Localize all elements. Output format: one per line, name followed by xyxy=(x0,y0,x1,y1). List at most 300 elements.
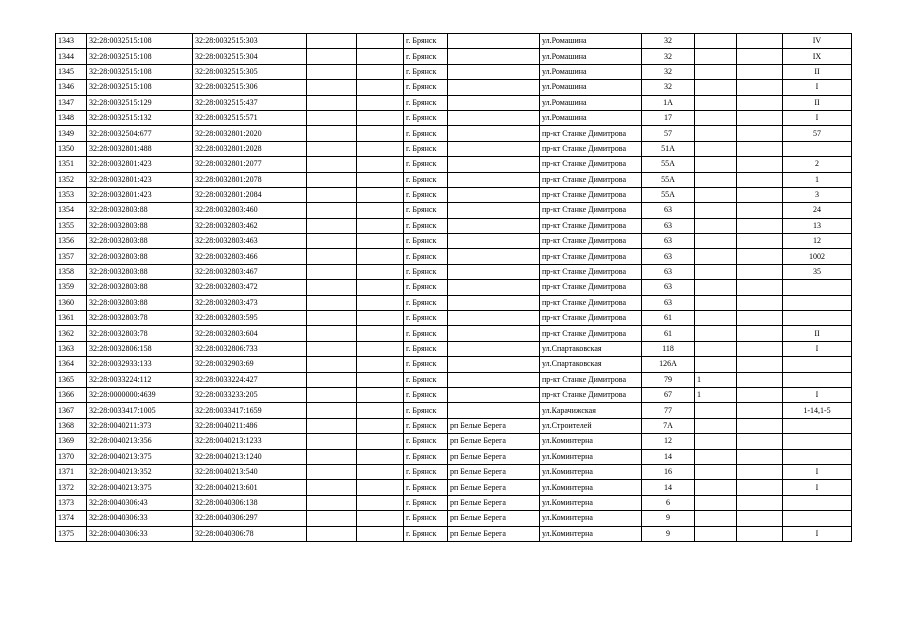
cell-row-number: 1350 xyxy=(56,141,87,156)
cell-blank-col-c xyxy=(737,387,783,402)
cell-row-number: 1355 xyxy=(56,218,87,233)
cell-object-cadastral-number: 32:28:0033224:427 xyxy=(193,372,307,387)
cell-object-cadastral-number: 32:28:0033233:205 xyxy=(193,387,307,402)
table-row xyxy=(56,495,852,510)
cell-house-number: 63 xyxy=(642,280,695,295)
cell-house-number: 79 xyxy=(642,372,695,387)
cell-parcel-cadastral-number: 32:28:0040213:375 xyxy=(87,449,193,464)
cell-blank-col-c xyxy=(737,418,783,433)
cell-row-number: 1375 xyxy=(56,526,87,541)
cell-blank-col-b xyxy=(357,64,404,79)
cell-city: г. Брянск xyxy=(404,64,448,79)
table-row xyxy=(56,141,852,156)
cell-building xyxy=(695,49,737,64)
table-row xyxy=(56,187,852,202)
cell-blank-col-a xyxy=(307,157,357,172)
cell-blank-col-b xyxy=(357,311,404,326)
cell-street: пр-кт Станке Димитрова xyxy=(540,172,642,187)
cell-parcel-cadastral-number: 32:28:0032515:132 xyxy=(87,110,193,125)
table-row xyxy=(56,418,852,433)
cell-settlement xyxy=(448,157,540,172)
cell-row-number: 1360 xyxy=(56,295,87,310)
cell-parcel-cadastral-number: 32:28:0032803:88 xyxy=(87,295,193,310)
cell-row-number: 1352 xyxy=(56,172,87,187)
cell-object-cadastral-number: 32:28:0032515:306 xyxy=(193,80,307,95)
cell-building xyxy=(695,495,737,510)
cell-city: г. Брянск xyxy=(404,403,448,418)
cell-row-number: 1365 xyxy=(56,372,87,387)
cell-blank-col-c xyxy=(737,249,783,264)
cell-house-number: 77 xyxy=(642,403,695,418)
cell-row-number: 1363 xyxy=(56,341,87,356)
cell-object-cadastral-number: 32:28:0032803:462 xyxy=(193,218,307,233)
cell-blank-col-b xyxy=(357,511,404,526)
cell-parcel-cadastral-number: 32:28:0032803:88 xyxy=(87,203,193,218)
cell-parcel-cadastral-number: 32:28:0032504:677 xyxy=(87,126,193,141)
cell-settlement: рп Белые Берега xyxy=(448,511,540,526)
cell-street: пр-кт Станке Димитрова xyxy=(540,218,642,233)
cell-blank-col-b xyxy=(357,234,404,249)
cell-building xyxy=(695,80,737,95)
table-row xyxy=(56,126,852,141)
cell-parcel-cadastral-number: 32:28:0032801:488 xyxy=(87,141,193,156)
cell-building xyxy=(695,403,737,418)
cell-street: ул.Карачижская xyxy=(540,403,642,418)
cell-blank-col-c xyxy=(737,95,783,110)
cell-building xyxy=(695,464,737,479)
cell-settlement: рп Белые Берега xyxy=(448,449,540,464)
cell-blank-col-c xyxy=(737,449,783,464)
cell-building xyxy=(695,295,737,310)
cell-premises: 13 xyxy=(783,218,852,233)
cell-premises: 57 xyxy=(783,126,852,141)
cell-premises: 3 xyxy=(783,187,852,202)
cell-building xyxy=(695,126,737,141)
cell-premises xyxy=(783,295,852,310)
cell-blank-col-a xyxy=(307,80,357,95)
cell-blank-col-c xyxy=(737,110,783,125)
cell-blank-col-b xyxy=(357,157,404,172)
cell-house-number: 7А xyxy=(642,418,695,433)
cell-object-cadastral-number: 32:28:0032903:69 xyxy=(193,357,307,372)
cell-premises: 35 xyxy=(783,264,852,279)
cell-blank-col-b xyxy=(357,172,404,187)
cell-premises xyxy=(783,511,852,526)
cell-object-cadastral-number: 32:28:0040213:601 xyxy=(193,480,307,495)
cell-city: г. Брянск xyxy=(404,172,448,187)
cell-house-number: 57 xyxy=(642,126,695,141)
cell-city: г. Брянск xyxy=(404,110,448,125)
cell-parcel-cadastral-number: 32:28:0032803:78 xyxy=(87,326,193,341)
cell-blank-col-a xyxy=(307,341,357,356)
cell-house-number: 55А xyxy=(642,187,695,202)
cell-building xyxy=(695,141,737,156)
cell-settlement xyxy=(448,95,540,110)
cell-blank-col-b xyxy=(357,403,404,418)
cell-row-number: 1366 xyxy=(56,387,87,402)
table-row xyxy=(56,526,852,541)
cell-blank-col-b xyxy=(357,187,404,202)
cell-building xyxy=(695,311,737,326)
cell-blank-col-c xyxy=(737,357,783,372)
cell-city: г. Брянск xyxy=(404,449,448,464)
cell-settlement: рп Белые Берега xyxy=(448,464,540,479)
cell-premises: II xyxy=(783,326,852,341)
cell-blank-col-a xyxy=(307,141,357,156)
cell-premises xyxy=(783,311,852,326)
cell-premises: 1 xyxy=(783,172,852,187)
cell-house-number: 67 xyxy=(642,387,695,402)
cell-street: пр-кт Станке Димитрова xyxy=(540,157,642,172)
cell-blank-col-a xyxy=(307,495,357,510)
cell-settlement xyxy=(448,387,540,402)
cell-blank-col-b xyxy=(357,526,404,541)
cell-building: 1 xyxy=(695,372,737,387)
cell-blank-col-b xyxy=(357,280,404,295)
cell-blank-col-a xyxy=(307,187,357,202)
cell-building xyxy=(695,203,737,218)
cell-row-number: 1364 xyxy=(56,357,87,372)
cell-row-number: 1373 xyxy=(56,495,87,510)
cell-row-number: 1371 xyxy=(56,464,87,479)
cell-street: ул.Коминтерна xyxy=(540,526,642,541)
cell-house-number: 32 xyxy=(642,49,695,64)
cell-settlement xyxy=(448,357,540,372)
cell-house-number: 63 xyxy=(642,234,695,249)
cell-blank-col-b xyxy=(357,95,404,110)
cell-city: г. Брянск xyxy=(404,218,448,233)
cell-parcel-cadastral-number: 32:28:0032803:88 xyxy=(87,280,193,295)
cell-blank-col-c xyxy=(737,341,783,356)
cell-blank-col-b xyxy=(357,141,404,156)
cell-premises: II xyxy=(783,95,852,110)
cell-blank-col-c xyxy=(737,157,783,172)
cell-row-number: 1359 xyxy=(56,280,87,295)
cell-premises: I xyxy=(783,480,852,495)
cell-parcel-cadastral-number: 32:28:0032801:423 xyxy=(87,157,193,172)
cell-row-number: 1348 xyxy=(56,110,87,125)
cell-city: г. Брянск xyxy=(404,264,448,279)
cell-settlement xyxy=(448,264,540,279)
table-row xyxy=(56,64,852,79)
table-row xyxy=(56,372,852,387)
cell-object-cadastral-number: 32:28:0032515:305 xyxy=(193,64,307,79)
cell-building xyxy=(695,187,737,202)
cell-city: г. Брянск xyxy=(404,234,448,249)
cell-blank-col-c xyxy=(737,126,783,141)
cell-settlement xyxy=(448,218,540,233)
cell-street: пр-кт Станке Димитрова xyxy=(540,203,642,218)
cell-street: ул.Ромашина xyxy=(540,95,642,110)
cell-object-cadastral-number: 32:28:0040213:1240 xyxy=(193,449,307,464)
cell-blank-col-c xyxy=(737,495,783,510)
cell-parcel-cadastral-number: 32:28:0032803:88 xyxy=(87,264,193,279)
cell-parcel-cadastral-number: 32:28:0040213:356 xyxy=(87,434,193,449)
cell-street: ул.Коминтерна xyxy=(540,434,642,449)
cell-object-cadastral-number: 32:28:0032803:463 xyxy=(193,234,307,249)
cell-settlement xyxy=(448,187,540,202)
cell-blank-col-a xyxy=(307,280,357,295)
cell-parcel-cadastral-number: 32:28:0032933:133 xyxy=(87,357,193,372)
cell-blank-col-a xyxy=(307,34,357,49)
table-row xyxy=(56,480,852,495)
cell-object-cadastral-number: 32:28:0032801:2020 xyxy=(193,126,307,141)
cell-street: ул.Ромашина xyxy=(540,80,642,95)
cell-building xyxy=(695,234,737,249)
cell-building xyxy=(695,434,737,449)
cell-city: г. Брянск xyxy=(404,141,448,156)
cell-city: г. Брянск xyxy=(404,295,448,310)
cell-row-number: 1343 xyxy=(56,34,87,49)
cell-blank-col-a xyxy=(307,449,357,464)
cell-premises: II xyxy=(783,64,852,79)
cell-object-cadastral-number: 32:28:0032806:733 xyxy=(193,341,307,356)
table-row xyxy=(56,464,852,479)
cell-street: ул.Коминтерна xyxy=(540,495,642,510)
cell-building xyxy=(695,64,737,79)
cell-city: г. Брянск xyxy=(404,311,448,326)
cell-row-number: 1353 xyxy=(56,187,87,202)
cell-blank-col-b xyxy=(357,418,404,433)
cell-blank-col-b xyxy=(357,464,404,479)
cell-street: ул.Ромашина xyxy=(540,49,642,64)
registry-table-body xyxy=(56,34,852,542)
cell-house-number: 55А xyxy=(642,172,695,187)
cell-parcel-cadastral-number: 32:28:0040306:33 xyxy=(87,511,193,526)
cell-building xyxy=(695,218,737,233)
cell-street: ул.Спартаковская xyxy=(540,357,642,372)
cell-blank-col-c xyxy=(737,49,783,64)
cell-city: г. Брянск xyxy=(404,326,448,341)
cell-street: ул.Коминтерна xyxy=(540,511,642,526)
cell-parcel-cadastral-number: 32:28:0032803:88 xyxy=(87,218,193,233)
cell-house-number: 61 xyxy=(642,311,695,326)
cell-city: г. Брянск xyxy=(404,34,448,49)
cell-city: г. Брянск xyxy=(404,480,448,495)
cell-building xyxy=(695,341,737,356)
cell-blank-col-c xyxy=(737,464,783,479)
cell-row-number: 1354 xyxy=(56,203,87,218)
registry-table xyxy=(55,33,852,542)
cell-building xyxy=(695,172,737,187)
cell-settlement xyxy=(448,295,540,310)
cell-premises xyxy=(783,495,852,510)
table-row xyxy=(56,80,852,95)
cell-city: г. Брянск xyxy=(404,434,448,449)
cell-premises xyxy=(783,141,852,156)
table-row xyxy=(56,403,852,418)
cell-blank-col-a xyxy=(307,295,357,310)
cell-object-cadastral-number: 32:28:0032801:2084 xyxy=(193,187,307,202)
table-row xyxy=(56,387,852,402)
cell-object-cadastral-number: 32:28:0032803:472 xyxy=(193,280,307,295)
cell-city: г. Брянск xyxy=(404,49,448,64)
cell-premises: 2 xyxy=(783,157,852,172)
cell-settlement xyxy=(448,80,540,95)
cell-street: пр-кт Станке Димитрова xyxy=(540,326,642,341)
cell-blank-col-c xyxy=(737,434,783,449)
cell-settlement xyxy=(448,280,540,295)
cell-blank-col-a xyxy=(307,357,357,372)
cell-premises xyxy=(783,449,852,464)
cell-row-number: 1369 xyxy=(56,434,87,449)
table-row xyxy=(56,311,852,326)
cell-blank-col-b xyxy=(357,80,404,95)
cell-object-cadastral-number: 32:28:0032803:595 xyxy=(193,311,307,326)
cell-blank-col-b xyxy=(357,110,404,125)
cell-building xyxy=(695,418,737,433)
cell-street: ул.Спартаковская xyxy=(540,341,642,356)
cell-premises xyxy=(783,357,852,372)
cell-city: г. Брянск xyxy=(404,464,448,479)
table-row xyxy=(56,110,852,125)
cell-city: г. Брянск xyxy=(404,280,448,295)
cell-blank-col-b xyxy=(357,295,404,310)
cell-row-number: 1345 xyxy=(56,64,87,79)
cell-blank-col-c xyxy=(737,141,783,156)
cell-street: пр-кт Станке Димитрова xyxy=(540,249,642,264)
cell-settlement: рп Белые Берега xyxy=(448,495,540,510)
table-row xyxy=(56,157,852,172)
cell-parcel-cadastral-number: 32:28:0032803:78 xyxy=(87,311,193,326)
cell-object-cadastral-number: 32:28:0032515:304 xyxy=(193,49,307,64)
table-row xyxy=(56,449,852,464)
cell-parcel-cadastral-number: 32:28:0032515:108 xyxy=(87,64,193,79)
cell-street: пр-кт Станке Димитрова xyxy=(540,387,642,402)
cell-house-number: 16 xyxy=(642,464,695,479)
table-row xyxy=(56,511,852,526)
cell-house-number: 32 xyxy=(642,80,695,95)
cell-house-number: 14 xyxy=(642,480,695,495)
cell-object-cadastral-number: 32:28:0040213:540 xyxy=(193,464,307,479)
cell-parcel-cadastral-number: 32:28:0032801:423 xyxy=(87,172,193,187)
cell-city: г. Брянск xyxy=(404,387,448,402)
cell-premises xyxy=(783,372,852,387)
cell-house-number: 63 xyxy=(642,203,695,218)
cell-settlement xyxy=(448,34,540,49)
cell-house-number: 63 xyxy=(642,264,695,279)
table-row xyxy=(56,249,852,264)
cell-street: ул.Коминтерна xyxy=(540,480,642,495)
cell-blank-col-b xyxy=(357,34,404,49)
cell-street: ул.Коминтерна xyxy=(540,449,642,464)
cell-street: пр-кт Станке Димитрова xyxy=(540,295,642,310)
cell-city: г. Брянск xyxy=(404,187,448,202)
cell-house-number: 63 xyxy=(642,295,695,310)
cell-blank-col-c xyxy=(737,218,783,233)
cell-blank-col-b xyxy=(357,249,404,264)
cell-row-number: 1351 xyxy=(56,157,87,172)
cell-house-number: 12 xyxy=(642,434,695,449)
cell-blank-col-c xyxy=(737,295,783,310)
cell-blank-col-a xyxy=(307,372,357,387)
cell-blank-col-a xyxy=(307,49,357,64)
cell-house-number: 63 xyxy=(642,218,695,233)
cell-blank-col-c xyxy=(737,172,783,187)
cell-object-cadastral-number: 32:28:0040306:78 xyxy=(193,526,307,541)
cell-blank-col-b xyxy=(357,203,404,218)
cell-street: ул.Строителей xyxy=(540,418,642,433)
cell-object-cadastral-number: 32:28:0040306:138 xyxy=(193,495,307,510)
cell-settlement xyxy=(448,403,540,418)
cell-blank-col-b xyxy=(357,126,404,141)
cell-house-number: 14 xyxy=(642,449,695,464)
cell-row-number: 1344 xyxy=(56,49,87,64)
cell-premises: I xyxy=(783,341,852,356)
cell-blank-col-b xyxy=(357,449,404,464)
cell-premises xyxy=(783,280,852,295)
cell-parcel-cadastral-number: 32:28:0040213:352 xyxy=(87,464,193,479)
cell-blank-col-b xyxy=(357,218,404,233)
cell-city: г. Брянск xyxy=(404,203,448,218)
cell-row-number: 1370 xyxy=(56,449,87,464)
cell-building xyxy=(695,95,737,110)
cell-blank-col-a xyxy=(307,203,357,218)
cell-blank-col-c xyxy=(737,511,783,526)
cell-settlement xyxy=(448,234,540,249)
cell-house-number: 1А xyxy=(642,95,695,110)
cell-blank-col-a xyxy=(307,172,357,187)
cell-blank-col-b xyxy=(357,434,404,449)
cell-city: г. Брянск xyxy=(404,495,448,510)
cell-premises: I xyxy=(783,387,852,402)
cell-blank-col-a xyxy=(307,387,357,402)
cell-blank-col-a xyxy=(307,264,357,279)
cell-premises: I xyxy=(783,80,852,95)
cell-street: пр-кт Станке Димитрова xyxy=(540,372,642,387)
cell-premises xyxy=(783,434,852,449)
cell-object-cadastral-number: 32:28:0032803:466 xyxy=(193,249,307,264)
cell-house-number: 17 xyxy=(642,110,695,125)
cell-city: г. Брянск xyxy=(404,526,448,541)
cell-premises: I xyxy=(783,110,852,125)
cell-blank-col-a xyxy=(307,418,357,433)
cell-blank-col-c xyxy=(737,280,783,295)
cell-blank-col-c xyxy=(737,264,783,279)
cell-row-number: 1361 xyxy=(56,311,87,326)
cell-blank-col-a xyxy=(307,110,357,125)
cell-premises: I xyxy=(783,526,852,541)
cell-blank-col-c xyxy=(737,403,783,418)
cell-blank-col-b xyxy=(357,480,404,495)
cell-blank-col-a xyxy=(307,234,357,249)
cell-building xyxy=(695,526,737,541)
cell-row-number: 1356 xyxy=(56,234,87,249)
cell-blank-col-a xyxy=(307,218,357,233)
cell-blank-col-a xyxy=(307,64,357,79)
table-row xyxy=(56,326,852,341)
cell-street: пр-кт Станке Димитрова xyxy=(540,311,642,326)
cell-row-number: 1372 xyxy=(56,480,87,495)
table-row xyxy=(56,280,852,295)
cell-blank-col-c xyxy=(737,326,783,341)
cell-building xyxy=(695,249,737,264)
cell-building xyxy=(695,110,737,125)
cell-building xyxy=(695,157,737,172)
cell-object-cadastral-number: 32:28:0032801:2078 xyxy=(193,172,307,187)
cell-blank-col-c xyxy=(737,64,783,79)
cell-blank-col-c xyxy=(737,34,783,49)
cell-parcel-cadastral-number: 32:28:0032515:108 xyxy=(87,80,193,95)
cell-object-cadastral-number: 32:28:0032803:460 xyxy=(193,203,307,218)
cell-house-number: 51А xyxy=(642,141,695,156)
cell-street: пр-кт Станке Димитрова xyxy=(540,126,642,141)
cell-parcel-cadastral-number: 32:28:0040306:43 xyxy=(87,495,193,510)
cell-city: г. Брянск xyxy=(404,95,448,110)
cell-street: ул.Ромашина xyxy=(540,64,642,79)
cell-premises: I xyxy=(783,464,852,479)
cell-object-cadastral-number: 32:28:0032803:467 xyxy=(193,264,307,279)
